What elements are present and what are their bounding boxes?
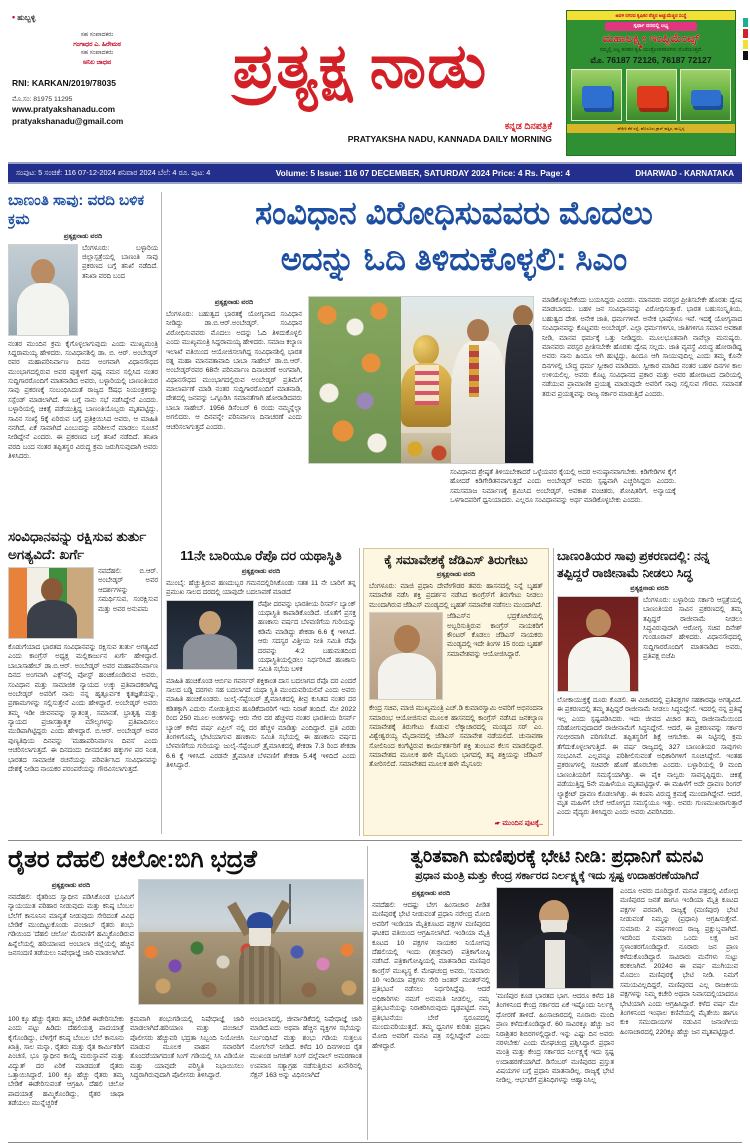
article-byline: ಪ್ರತ್ಯಕ್ಷನಾಡು ವರದಿ: [241, 567, 281, 575]
edition-info-kannada: ಸಂಪುಟ: 5 ಸಂಚಿಕೆ: 116 07-12-2024 ಶನಿವಾರ 2024 ಬೆಲೆ: 4 ರೂ. ಪುಟ: 4: [16, 168, 211, 177]
edition-info-english: Volume: 5 Issue: 116 07 DECEMBER, SATURDAY 2024 Price: 4 Rs. Page: 4: [275, 168, 571, 178]
kharge-photo: [8, 567, 94, 639]
ad-product-photos: [567, 66, 735, 121]
article-byline: ಪ್ರತ್ಯಕ್ಷನಾಡು ವರದಿ: [214, 299, 254, 306]
column-divider: [359, 548, 360, 836]
article-body: ಕೇಂದ್ರ ಸಚಿವ, ಮಾಜಿ ಮುಖ್ಯಮಂತ್ರಿ ಎಚ್.ಡಿ ಕುಮಾರಸ್ವಾಮಿ ಅವರಿಗೆ ಅಭಿನಂದನಾ ಸಮಾರಂಭ ಆಯೋಜಿಸುವ ಮೂಲಕ ಹಾಸನದಲ್ಲಿ ಕಾಂಗ್ರೆಸ್ ನಡೆಸಿದ ಜನಕಲ್ಯಾಣ ಸಮಾವೇಶಕ್ಕೆ ತಿರುಗೇಟು ಕೊಡುವ ಲೆಕ್ಕಾಚಾರದಲ್ಲಿ ಮಂಡ್ಯದ ಸರ್ ಎಂ. ವಿಶ್ವೇಶ್ವರಯ್ಯ ಮೈದಾನದಲ್ಲಿ ಜೆಡಿಎಸ್ ಸಮಾವೇಶ ನಡೆಯಲಿದೆ. ಚುನಾವಣಾ ಸೋಲಿನಿಂದ ಕಂಗೆಟ್ಟಿರುವ ಕಾರ್ಯಕರ್ತರಿಗೆ ಶಕ್ತಿ ತುಂಬುವ ಕೆಲಸ ಮಾಡಲಿದ್ದಾರೆ. ಸಮಾವೇಶದ ಮೂಲಕ ಹಳೇ ಮೈಸೂರು ಭಾಗದಲ್ಲಿ ತನ್ನ ಶಕ್ತಿಯನ್ನು ಜೆಡಿಎಸ್ ತೋರಿಸಲಿದೆ. ಸಮಾವೇಶದ ಮೂಲಕ ಹಳೇ ಮೈಸೂರು: [369, 705, 543, 769]
kumaraswamy-photo: [369, 612, 443, 700]
rni-number: RNI: KARKAN/2019/78035: [12, 77, 116, 88]
ad-tagline: ನಮ್ಮಲ್ಲಿ ಎಲ್ಲ ತರಹದ ಕೃಷಿ ಯಂತ್ರೋಪಕರಣಗಳು ದೊರೆಯುತ್ತವೆ.: [599, 47, 703, 53]
article-byline: ಪ್ರತ್ಯಕ್ಷನಾಡು ವರದಿ: [63, 232, 103, 240]
article-byline: ಪ್ರತ್ಯಕ್ಷನಾಡು ವರದಿ: [411, 890, 451, 897]
column-divider: [367, 846, 368, 1140]
editor-name: ಗಂಗಾಧರ ಎ. ಹಿರೇಮಠ: [73, 41, 121, 48]
modi-photo: [496, 887, 614, 989]
ambedkar-garlanding-photo: [308, 296, 534, 464]
article-body: ರೆಪೋ ದರವನ್ನು ಭಾರತೀಯ ರಿಸರ್ವ್ ಬ್ಯಾಂಕ್ ಯಥಾಸ್ಥಿತಿ ಕಾಪಾಡಿಕೊಂಡಿದೆ. ಜೊತೆಗೆ ಪ್ರಸಕ್ತ ಹಣಕಾಸು ವರ್ಷದ ಬೆಳವಣಿಗೆಯ ಗುರಿಯನ್ನು ಕಡಿಮೆ ಮಾಡಿದ್ದು ಶೇಕಡಾ 6.6 ಕ್ಕೆ ಇಳಿಸಿದೆ. ಆರು ಸದಸ್ಯರ ವಿತ್ತೀಯ ನೀತಿ ಸಮಿತಿ ರೆಪೊ ದರವನ್ನು 4:2 ಬಹುಮತದಿಂದ ಯಥಾಸ್ಥಿತಿಯಲ್ಲಿಡಲು ನಿರ್ಧರಿಸಿದೆ ಹಣಕಾಸು ಸಮಿತಿ ಸಭೆಯ ಬಳಿಕ: [258, 600, 356, 674]
article-body: ಜೆಡಿಎಸ್‌ನ ಭದ್ರಕೋಟೆಯಲ್ಲಿ ಅಬ್ಬರಿಸುತ್ತಿರುವ ಕಾಂಗ್ರೆಸ್ ನಾಯಕರಿಗೆ ಕೌಂಟರ್ ಕೊಡಲು ಜೆಡಿಎಸ್ ನಾಯಕರು ಮಂಡ್ಯದಲ್ಲಿ ಇದೇ ತಿಂಗಳ 15 ರಂದು ಬೃಹತ್ ಸಮಾವೇಶವನ್ನು ಆಯೋಜಿಸಿದ್ದಾರೆ.: [447, 613, 543, 658]
contact-phone: ಮೊ.ಸಂ: 81975 11295: [12, 95, 73, 103]
modi-kurta: [545, 940, 565, 989]
dinesh-gundu-rao-photo: [557, 596, 639, 692]
article-body: ಮಾಹಿತಿ ಹಂಚಿಕೊಂಡ ಆರ್ಬಿಐ ಗವರ್ನರ್ ಶಕ್ತಿಕಾಂತ ದಾಸ ಬದಲಾಗದ ರೆಪೊ ದರ ಎಂದರೆ ಸಾಲದ ಬಡ್ಡಿ ದರಗಳು ಸಹ ಬದಲಾಗದೆ ಯಥಾ ಸ್ಥಿತಿ ಮುಂದುವರಿಯಲಿವೆ ಎಂದು ಅವರು ಮಾಹಿತಿ ಹಂಚಿಕೊಂಡರು. ಜುಲೈ-ಸೆಪ್ಟೆಂಬರ್ ತ್ರೈಮಾಸಿಕದಲ್ಲಿ ತೀವ್ರ ಕುಸಿತದ ನಂತರ ದರ ಕಡಿತಕ್ಕಾಗಿ ಎದುರು ನೋಡುತ್ತಿರುವ ಹೂಡಿಕೆದಾರರಿಗೆ ಇದು ನಿರಾಶೆ ತಂದಿದೆ. ಮೇ 2022 ರಿಂದ 250 ಮೂಲ ಅಂಕಗಳನ್ನು ಆರು ನೇರ ದರ ಹೆಚ್ಚಳದ ನಂತರ ಭಾರತೀಯ ರಿಸರ್ವ್ ಬ್ಯಾಂಕ್ ಕಳೆದ ವರ್ಷ ಏಪ್ರಿಲ್ ನಲ್ಲಿ ದರ ಹೆಚ್ಚಳ ಮಾಡಿತ್ತು ಎಂದಿದ್ದಾರೆ. ಪ್ರತಿ ಎರಡು ತಿಂಗಳಿಗೊಮ್ಮೆ ಭೇಟಿಯಾಗುವ ಹಣಕಾಸು ಸಮಿತಿ ಸಭೆಯಲ್ಲಿ ಈ ಹಣಕಾಸು ವರ್ಷದ ಬೆಳವಣಿಗೆಯ ಗುರಿಯನ್ನು ಜುಲೈ-ಸೆಪ್ಟೆಂಬರ್ ತ್ರೈಮಾಸಿಕದಲ್ಲಿ ಶೇಕಡಾ 7.3 ರಿಂದ ಶೇಕಡಾ 6.6 ಕ್ಕೆ ಇಳಿಸಿದೆ. ಎರಡನೇ ತ್ರೈಮಾಸಿಕ ಬೆಳವಣಿಗೆ ಶೇಕಡಾ 5.4ಕ್ಕೆ ಇಳಿದಿದೆ ಎಂದು ತಿಳಿಸಿದ್ದಾರೆ.: [166, 677, 356, 770]
main-headline-line1: ಸಂವಿಧಾನ ವಿರೋಧಿಸುವವರು ಮೊದಲು: [255, 195, 653, 231]
article-body: ಎಂದೂ ಅವರು ದೂರಿದ್ದಾರೆ. ಮನವಿ ಪತ್ರದಲ್ಲಿ ವಿರೋಧ ಮಣಿಪುರದ ಜನತೆ ಹಾಗೂ ಇಂಡಿಯಾ ಮೈತ್ರಿ ಕೂಟದ ಪಕ್ಷಗಳ ಪರವಾಗಿ, ರಾಜ್ಯಕ್ಕೆ (ಮಣಿಪುರ) ಭೇಟಿ ನೀಡುವಂತೆ ನಿಮ್ಮನ್ನು (ಪ್ರಧಾನಿ) ಆಗ್ರಹಿಸುತ್ತೇವೆ. ಸುಮಾರು 2 ವರ್ಷಗಳಿಂದ ರಾಜ್ಯ ಪ್ರಕ್ಷುಬ್ಧವಾಗಿದೆ. ಇದರಿಂದ ಸುಮಾರು ಒಂದು ಲಕ್ಷ ಜನ ಸ್ಥಳಾಂತರಗೊಂಡಿದ್ದಾರೆ. ನೂರಾರು ಜನ ಪ್ರಾಣ ಕಳೆದುಕೊಂಡಿದ್ದಾರೆ. ಸಾವಿರಾರು ಮನೆಗಳು ಸುಟ್ಟು ಕರಕಲಾಗಿವೆ. 2024ರ ಈ ವರ್ಷ ಮುಗಿಯುವ ಮೊದಲು ಮಣಿಪುರಕ್ಕೆ ಭೇಟಿ ನೀಡಿ. ನಿಮಗೆ ಸಮಯವಿಲ್ಲದಿದ್ದರೆ, ಮಣಿಪುರದ ಎಲ್ಲ ರಾಜಕೀಯ ಪಕ್ಷಗಳನ್ನು ನಿಮ್ಮ ಕಚೇರಿ ಅಥವಾ ನಿವಾಸದಲ್ಲಿಯಾದರೂ ಭೇಟಿಯಾಗಿ ಎಂದು ಆಗ್ರಹಿಸಿದ್ದಾರೆ. ಕಳೆದ ವರ್ಷ ಮೇ ತಿಂಗಳಿನಿಂದ ಇಂಫಾಲ ಕಣಿವೆಯಲ್ಲಿ ಮೈತೇಯಿ ಹಾಗೂ ಕುಕಿ ಸಮುದಾಯಗಳ ನಡುವಿನ ಜನಾಂಗೀಯ ಹಿಂಸಾಚಾರದಲ್ಲಿ 220ಕ್ಕೂ ಹೆಚ್ಚು ಜನ ಮೃತಪಟ್ಟಿದ್ದಾರೆ.: [620, 888, 738, 1036]
article-byline: ಪ್ರತ್ಯಕ್ಷನಾಡು ವರದಿ: [630, 584, 669, 592]
main-headline-line2: ಅದನ್ನು ಓದಿ ತಿಳಿದುಕೊಳ್ಳಲಿ: ಸಿಎಂ: [280, 241, 628, 278]
article-byline: ಪ್ರತ್ಯಕ್ಷನಾಡು ವರದಿ: [51, 881, 91, 889]
article-headline: 11ನೇ ಬಾರಿಯೂ ರೆಪೊ ದರ ಯಥಾಸ್ಥಿತಿ: [180, 548, 342, 563]
article-manipur-pm-appeal: [372, 846, 742, 1140]
flower-garlands: [309, 297, 401, 464]
rotavator-photo: [626, 69, 677, 121]
article-body: ಲೋಕಾಯುಕ್ತಕ್ಕೆ ದೂರು ಕೊಡಲಿ. ಈ ವಿಚಾರದಲ್ಲಿ ಪ್ರತಿಪಕ್ಷಗಳ ಸಹಕಾರವೂ ಅಗತ್ಯವಿದೆ. ಈ ಪ್ರಕರಣದಲ್ಲಿ ತಮ್ಮ ತಪ್ಪಿದ್ದರೆ ರಾಜೀನಾಮೆ ನೀಡಲು ಸಿದ್ಧನಿದ್ದೇನೆ. ಇದರಲ್ಲಿ ನನ್ನ ಪ್ರತಿಷ್ಠೆ ಇಲ್ಲ ಎಂದು ಸ್ಪಷ್ಟಪಡಿಸಿದರು. ಇದು ಜೀವದ ವಿಚಾರ ತಮ್ಮ ರಾಜೀನಾಮೆಯಿಂದ ಸರಿಹೋಗುವುದಾದರೆ ರಾಜೀನಾಮೆಗೆ ಸಿದ್ಧನಿದ್ದೇನೆ. ಆದರೆ, ಈ ಪ್ರಕರಣವನ್ನು ಸರ್ಕಾರ ಗಂಭೀರವಾಗಿ ಪರಿಗಣಿಸಿದೆ. ತಪ್ಪಿತಸ್ಥರಿಗೆ ಶಿಕ್ಷೆ ಆಗಬೇಕು. ಈ ನಿಟ್ಟಿನಲ್ಲಿ ಕ್ರಮ ತೆಗೆದುಕೊಳ್ಳಲಾಗುತ್ತಿದೆ. ಈ ವರ್ಷ ರಾಜ್ಯದಲ್ಲಿ 327 ಬಾಣಂತಿಯರ ಸಾವುಗಳು ಸಂಭವಿಸಿವೆ. ಎಲ್ಲವನ್ನೂ ಪರಿಶೀಲಿಸುವಂತೆ ಅಧಿಕಾರಿಗಳಿಗೆ ಸೂಚಿಸಿದ್ದೇನೆ. ಇಂತಹ ಪ್ರಕರಣಗಳಲ್ಲಿ ಸಚಿವರೇ ಹೊಣೆ ಹೊರಬೇಕು ಎಂದರು. ಬಳ್ಳಾರಿಯಲ್ಲಿ 9 ಮಂದಿ ಬಾಣಂತಿಯರಿಗೆ ಸಮಸ್ಯೆಯಾಗಿತ್ತು. ಈ ಪೈಕಿ ನಾಲ್ವರು ಸಾವನ್ನಪ್ಪಿದ್ದರು. ಚಿಕಿತ್ಸೆ ಪಡೆಯುತ್ತಿದ್ದ 5ನೇ ಮಹಿಳೆಯೂ ಮೃತಪಟ್ಟಿದ್ದಾಳೆ. ಈ ಮಹಿಳೆಗೆ ಅದೇ ದ್ರಾವಣ ರಿಂಗರ್ ಲ್ಯಾಕ್ಟೇಟ್ ದ್ರಾವಣ ಕೊಡಲಾಗಿತ್ತು. ಈ ಕಂಪನಿ ವಿರುದ್ಧ ಕ್ರಮಕ್ಕೆ ಮುಂದಾಗಿದ್ದೇವೆ. ಆದರೆ, ಮೃತ ಮಹಿಳೆಗೆ ಬೇರೆ ಆರೋಗ್ಯದ ಸಮಸ್ಯೆಯೂ ಇತ್ತು. ಅವರು ಗುಣಮುಖರಾಗುತ್ತಾರೆ ಎಂದು ವೈದ್ಯರು ತಿಳಿಸಿದ್ದರು ಎಂದು ಅವರು ವಿವರಿಸಿದರು.: [557, 696, 742, 817]
siddaramaiah-photo: [8, 244, 78, 336]
nameplate: [150, 18, 570, 144]
ad-ribbon: ಸ್ಪರ್ಧಾ ದರದಲ್ಲಿ ಲಭ್ಯ: [605, 22, 697, 31]
trailer-photo: [680, 69, 731, 121]
article-farmers-delhi-chalo: [8, 846, 364, 1140]
paper-subtitle-kannada: ಕನ್ನಡ ದಿನಪತ್ರಿಕೆ: [504, 121, 552, 133]
article-body: ಕ್ರಮವಾಗಿ ಶಂಭುಗಡಿಯಲ್ಲಿ ನಿಷೇಧಾಜ್ಞೆ ಜಾರಿ ಮಾಡಲಾಗಿದೆ.ಹರಿಯಾಣ ಮತ್ತು ಪಂಜಾಬ್ ಪೊಲೀಸರು ಹೆಚ್ಚುವರಿ ಭದ್ರತಾ ಸಿಬ್ಬಂದಿ ನಿಯೋಜಿಸಿ ಮಾಡುವ ಮೂಲಕ ವಾಹನ ಸವಾರರಿಗೆ ತೊಂದರೆಯಾಗದಂತೆ ಸಿಂಗ್ ಗಡಿಯಲ್ಲಿ ಸಿಸಿ ವಿಡಿಯೋ ಮತ್ತು ಯಾವುದೇ ಪರಿಸ್ಥಿತಿ ನಿಭಾಯಿಸಲು ಸಿದ್ಧರಾಗಿರುವುದಾಗಿ ಪೊಲೀಸರು ತಿಳಿಸಿದ್ದಾರೆ.: [130, 1015, 244, 1080]
article-headline: ರೈತರ ದೆಹಲಿ ಚಲೋ:ಬಿಗಿ ಭದ್ರತೆ: [8, 846, 257, 873]
article-body-below-photo: ಸಂವಿಧಾನದ ಶ್ರೇಷ್ಠತೆ ತಿಳಿಯಬೇಕಾದರೆ ಒಳ್ಳೆಯವರ ಕೈಯಲ್ಲಿ ಅದರ ಅನುಷ್ಠಾನವಾಗಬೇಕು. ಕಿಡಿಗೇಡಿಗಳ ಕೈಗೆ ಹೋದರೆ ಕಿಡಿಗೇಡಿತನವಾಗುತ್ತದೆ ಎಂದು ಅಂಬೇಡ್ಕರ್ ಅವರು ಸ್ಪಷ್ಟವಾಗಿ ಎಚ್ಚರಿಸಿದ್ದರು ಎಂದರು. ಸಮಸಮಾಜ ನಿರ್ಮಾಣಕ್ಕೆ ಶ್ರಮಿಸಿದ ಅಂಬೇಡ್ಕರ್, ಅವಕಾಶ ವಂಚಿತರು, ಶೋಷಿತರಿಗೆ, ಅನ್ಯಾಯಕ್ಕೆ ಒಳಗಾದವರಿಗೆ ಧ್ವನಿಯಾದರು. ಎಲ್ಲರೂ ಸಂವಿಧಾನವನ್ನು ಅರ್ಥ ಮಾಡಿಕೊಳ್ಳಬೇಕು ಎಂದರು.: [450, 469, 676, 505]
website-url: www.pratyakshanadu.com: [12, 104, 115, 114]
article-body: ಬೆಂಗಳೂರು: ಬಳ್ಳಾರಿಯ ಜಿಲ್ಲಾಸ್ಪತ್ರೆಯಲ್ಲಿ ಬಾಣಂತಿ ಸಾವು ಪ್ರಕರಣದ ಬಗ್ಗೆ ತನಿಖೆ ನಡೆದಿದೆ. ತನಿಖಾ ವರದಿ ಬಂದ: [82, 244, 158, 280]
column-divider: [161, 192, 162, 834]
column-divider: [553, 548, 554, 836]
paper-title: ಪ್ರತ್ಯಕ್ಷ ನಾಡು: [232, 33, 488, 101]
ad-title: ಮಹಾಲಕ್ಷ್ಮೀ ಇಂಪ್ಲಿಮೆಂಟ್ಸ್: [602, 33, 700, 45]
ad-phone: ಮೊ. 76187 72126, 76187 72127: [590, 55, 712, 65]
city-tag: • ಹುಬ್ಬಳ್ಳಿ: [12, 12, 36, 22]
ad-address: ಹೆಗ್ಗೇರಿ ಕೆರೆ ರಸ್ತೆ, ಹೊಸೂರು ಕ್ರಾಸ್ ಹತ್ತಿರ, ಹುಬ್ಬಳ್ಳಿ: [567, 124, 735, 133]
ambedkar-bust: [401, 335, 453, 427]
article-byline: ಪ್ರತ್ಯಕ್ಷನಾಡು ವರದಿ: [436, 571, 476, 578]
article-headline: ಸಂವಿಧಾನವನ್ನು ರಕ್ಷಿಸುವ ತುರ್ತು ಅಗತ್ಯವಿದೆ: ಖರ್ಗೆ: [8, 529, 147, 562]
article-body: ಬೆಂಗಳೂರು: ಮಾಜಿ ಪ್ರಧಾನಿ ದೇವೇಗೌಡರ ತವರು ಹಾಸನದಲ್ಲಿ ನಿನ್ನೆ ಬೃಹತ್ ಸಮಾವೇಶ ನಡೆಸಿ ಶಕ್ತಿ ಪ್ರದರ್ಶನ ನಡೆಸಿದ ಕಾಂಗ್ರೆಸ್‌ಗೆ ತಿರುಗೇಟು ನೀಡಲು ಮುಂದಾಗಿರುವ ಜೆಡಿಎಸ್ ಮಂಡ್ಯದಲ್ಲಿ ಬೃಹತ್ ಸಮಾವೇಶ ನಡೆಸಲು ಮುಂದಾಗಿದೆ.: [369, 583, 543, 609]
article-headline: ಬಾಣಂತಿ ಸಾವು: ವರದಿ ಬಳಿಕ ಕ್ರಮ: [8, 192, 145, 228]
ad-top-line: ಅವಳಿ ನಗರದ ಕೃಷಿಕರ ನೆಚ್ಚಿನ ಅಚ್ಚುಮೆಚ್ಚಿನ ಸಂಸ್ಥೆ: [567, 11, 735, 20]
article-kharge-constitution: [8, 528, 158, 834]
article-body: ನಂತರ ಮುಂದಿನ ಕ್ರಮ ಕೈಗೊಳ್ಳಲಾಗುವುದು ಎಂದು ಮುಖ್ಯಮಂತ್ರಿ ಸಿದ್ದರಾಮಯ್ಯ ಹೇಳಿದರು. ಸಂವಿಧಾನಶಿಲ್ಪಿ ಡಾ. ಬಿ. ಆರ್. ಅಂಬೇಡ್ಕರ್ ರವರ ಮಹಾಪರಿನಿರ್ವಾಣ ದಿನದ ಅಂಗವಾಗಿ ವಿಧಾನಸೌಧದ ಮುಂಭಾಗದಲ್ಲಿರುವ ಅವರ ಪುತ್ಥಳಿಗೆ ಪುಷ್ಪ ನಮನ ಸಲ್ಲಿಸಿದ ನಂತರ ಸುದ್ದಿಗಾರರೊಂದಿಗೆ ಮಾತನಾಡಿದ ಅವರು, ಬಳ್ಳಾರಿಯಲ್ಲಿ ಬಾಣಂತಿಯರ ಸಾವು ಪ್ರಕರಣಕ್ಕೆ ಸಂಬಂಧಿಸಿದಂತೆ ರಾಜ್ಯದ ಔಷಧ ನಿಯಂತ್ರಕರನ್ನು ಸಸ್ಪೆಂಡ್ ಮಾಡಲಾಗಿದೆ. ಈ ಬಗ್ಗೆ ನಾನು ಸಭೆ ನಡೆಸಿದ್ದೇನೆ ಎಂದರು. ಬಳ್ಳಾರಿಯಲ್ಲಿ ಚಿಕಿತ್ಸೆ ಪಡೆಯುತ್ತಿದ್ದ ಬಾಣಂತಿಯೊಬ್ಬರು ಮೃತಪಟ್ಟಿದ್ದು, ಸಾವಿನ ಸಂಖ್ಯೆ 5ಕ್ಕೆ ಏರಿರುವ ಬಗ್ಗೆ ಪ್ರತಿಕ್ರಿಯಿಸಿದ ಅವರು, ಆ ಮಾಹಿತಿ ನನಗಿದೆ, ಏಕೆ ಸಾವಾಗಿದೆ ಎಂಬುದನ್ನು ಪರಿಶೀಲನೆ ಮಾಡಲು ಸೂಚನೆ ನೀಡಿದ್ದೇನೆ ಎಂದರು. ಈ ಪ್ರಕರಣದ ಬಗ್ಗೆ ತನಿಖೆ ನಡೆದಿದೆ. ತನಿಖಾ ವರದಿ ಬಂದ ನಂತರ ತಪ್ಪಿತಸ್ಥರ ವಿರುದ್ಧ ಕ್ರಮ ಜರುಗಿಸುವುದಾಗಿ ಅವರು ತಿಳಿಸಿದರು.: [8, 340, 158, 460]
article-body: ಬೆಂಗಳೂರು: ಬಳ್ಳಾರಿಯ ಸರ್ಕಾರಿ ಆಸ್ಪತ್ರೆಯಲ್ಲಿ ಬಾಣಂತಿಯರ ಸಾವಿನ ಪ್ರಕರಣದಲ್ಲಿ ತಮ್ಮ ತಪ್ಪಿದ್ದರೆ ರಾಜೀನಾಮೆ ನೀಡಲು ಸಿದ್ಧವಿರುವುದಾಗಿ ಆರೋಗ್ಯ ಸಚಿವ ದಿನೇಶ್ ಗುಂಡೂರಾವ್ ಹೇಳಿದರು. ವಿಧಾನಸೌಧದಲ್ಲಿ ಸುದ್ದಿಗಾರರೊಂದಿಗೆ ಮಾತನಾಡಿದ ಅವರು, ಪ್ರತಿಪಕ್ಷ ಬಿಜೆಪಿ: [643, 596, 742, 660]
continued-on-page-marker: ☛ ಮುಂದಿನ ಪುಟಕ್ಕೆ..: [494, 820, 543, 828]
main-headline-block: [166, 190, 742, 292]
article-rbi-repo-rate: [166, 548, 356, 836]
article-body: ನವದೆಹಲಿ: ಆದಷ್ಟು ಬೇಗ ಹಿಂಸಾಚಾರ ಪೀಡಿತ ಮಣಿಪುರಕ್ಕೆ ಭೇಟಿ ನೀಡುವಂತೆ ಪ್ರಧಾನಿ ನರೇಂದ್ರ ಮೋದಿ ಅವರಿಗೆ ಇಂಡಿಯಾ ಮೈತ್ರಿಕೂಟದ ಪಕ್ಷಗಳ ಮಣಿಪುರದ ಘಟಕದ ವತಿಯಿಂದ ಆಗ್ರಹಿಸಲಾಗಿದೆ. ಇಂಡಿಯಾ ಮೈತ್ರಿ ಕೂಟದ 10 ಪಕ್ಷಗಳ ನಾಯಕರ ನಿಯೋಗವು ದೆಹಲಿಯಲ್ಲಿ ಇಂದು (ಶುಕ್ರವಾರ) ಪತ್ರಿಕಾಗೋಷ್ಠಿ ನಡೆಸಿದೆ. ಪತ್ರಿಕಾಗೋಷ್ಠಿಯಲ್ಲಿ ಮಾತನಾಡಿದ ಮಣಿಪುರ ಕಾಂಗ್ರೆಸ್ ಮುಖ್ಯಸ್ಥ ಕೆ. ಮೇಘಚಂದ್ರ ಅವರು, 'ಸುಮಾರು 10 ಇಂಡಿಯಾ ಪಕ್ಷಗಳು ಸೇರಿ ಜಂತರ್ ಮಂತರ್‌ನಲ್ಲಿ ಪ್ರತಿಭಟನೆ ನಡೆಸಲು ನಿರ್ಧರಿಸಿದ್ದೆವು. ಆದರೆ ಅಧಿಕಾರಿಗಳು ನಮಗೆ ಅನುಮತಿ ನೀಡಲಿಲ್ಲ. ನಮ್ಮ ಪ್ರತಿಭಟನೆಯನ್ನು ನಿರಾಕರಿಸಿರುವುದು ದೃಢಪಟ್ಟಿದೆ. ನಮ್ಮ ಪ್ರತಿಭಟನೆಯು ಬೇರೆ ಸ್ವರೂಪದಲ್ಲಿ ಮುಂದುವರಿಯುತ್ತದೆ. ತಮ್ಮ ಧ್ವನಿಗಳ ಕುರಿತು ಪ್ರಧಾನಿ ಮೋದಿ ಅವರಿಗೆ ಮನವಿ ಪತ್ರ ಸಲ್ಲಿಸಿದ್ದೇವೆ' ಎಂದು ಹೇಳಿದ್ದಾರೆ.: [372, 902, 490, 1050]
editor-name: ಅನಿಲ ಜಾಧವ: [82, 59, 112, 67]
edition-region: DHARWAD - KARNATAKA: [635, 168, 734, 178]
paper-subtitle-english: PRATYAKSHA NADU, KANNADA DAILY MORNING: [347, 134, 552, 145]
plough-photo: [571, 69, 622, 121]
article-maternal-death-report: [8, 192, 158, 524]
article-body: ಅಂಬಾಲಾದಲ್ಲಿ, ಜೀರ್ವಾಡಿಕೆದಲ್ಲಿ ನಿಷೇಧಾಜ್ಞೆ ಜಾರಿ ಮಾಡಿದೆ.ಐದು ಅಥವಾ ಹೆಚ್ಚಿನ ವ್ಯಕ್ತಿಗಳ ಸಭೆಯನ್ನು ನಿರ್ಬಂಧಿಸಿದೆ ಮತ್ತು ಶಂಭು ಗಡಿಯ ಸುತ್ತಲೂ ನೋಗುೀನ್ ನೀಡಿದೆ. ಕಳೆದ 10 ದಿನಗಳಿಂದ ರೈತ ಮುಖಂಡ ಜಗಜಿತ್ ಸಿಂಗ್ ದಲ್ಲೆವಾಲ್ ಅಮರಣಾಂತ ಉಪವಾಸ ಸತ್ಯಾಗ್ರಹ ನಡೆಸುತ್ತಿರುವ ಖನೌರಿನಲ್ಲಿ ಸೆಕ್ಷನ್ 163 ಅನ್ನು ವಿಧಿಸಲಾಗಿದೆ: [250, 1015, 362, 1080]
article-body: 100 ಕ್ಕೂ ಹೆಚ್ಚು ರೈತರು ತಮ್ಮ ಬೇಡಿಕೆ ಈಡೇರಿಸಬೇಕು ಎಂದು ಪಟ್ಟು ಹಿಡಿದು ದೆಹಲಿಯತ್ತ ಪಾದಯಾತ್ರೆ ಕೈಗೊಂಡಿದ್ದು, ಬೆಳಿಗ್ಗೆಗೆ ಕನಿಷ್ಠ ಬೆಂಬಲ ಬೆಲೆ ಕಾನೂನು ಖಾತ್ರಿ, ಸಾಲ ಮನ್ನಾ, ರೈತರು ಮತ್ತು ರೈತ ಕಾರ್ಮಿಕರಿಗೆ ಪಿಂಚಣಿ, ಭೂ ಸ್ವಾಧೀನ ಕಾಯ್ದೆ ಮರುಸ್ಥಾಪನೆ ಮತ್ತು ವಿದ್ಯುತ್ ದರ ಏರಿಕೆ ಮಾಡದಂತೆ ರೈತರು ಒತ್ತಾಯಿಸಿದ್ದಾರೆ. 100 ಕ್ಕೂ ಹೆಚ್ಚು ರೈತರು ತಮ್ಮ ಬೇಡಿಕೆ ಈಡೇರಿಸುವಂತೆ ಆಗ್ರಹಿಸಿ ದೆಹಲಿ ಚಲೋ ಪಾದಯಾತ್ರೆ ಹಮ್ಮಿಕೊಂಡಿದ್ದು, ರೈತರ ಜಾಥಾ ತಡೆಯಲು ಮುನ್ನೆಚ್ಚರಿಕೆ: [8, 1015, 124, 1108]
main-headline: [166, 190, 742, 283]
article-headline: ಕೈ ಸಮಾವೇಶಕ್ಕೆ ಜೆಡಿಎಸ್ ತಿರುಗೇಟು: [384, 553, 528, 567]
page-bottom-rule: [8, 1142, 742, 1143]
article-body: ನವದೆಹಲಿ: ಬಿ.ಆರ್. ಅಂಬೇಡ್ಕರ್ ಅವರ ಆದರ್ಶಗಳನ್ನು ಸಮರ್ಥಿಸುವ, ಸಂರಕ್ಷಿಸುವ ಮತ್ತು ಅವರ ಅನುಪಮ: [98, 568, 158, 613]
article-body: ನವದೆಹಲಿ: ರೈತರಿಂದ ಸ್ವಾಧೀನ ಪಡಿಸಿಕೊಂಡ ಭೂಮಿಗೆ ನ್ಯಾಯಯುತ ಪರಿಹಾರ ನೀಡುವುದು ಮತ್ತು ಕನಿಷ್ಠ ಬೆಂಬಲ ಬೆಲೆಗೆ ಕಾನೂನಿನ ಮಾನ್ಯತೆ ನೀಡುವುದು ಸೇರಿದಂತೆ ವಿವಿಧ ಬೇಡಿಕೆ ಮುಂದಿಟ್ಟುಕೊಂಡು ಪಂಜಾಬ್ ರೈತರು ಶಂಭು ಗಡಿಯಿಂದ 'ದೆಹಲಿ ಚಲೋ' ಮೆರವಣಿಗೆ ಹಮ್ಮಿಕೊಂಡಿರುವ ಹಿನ್ನೆಲೆಯಲ್ಲಿ ಹರಿಯಾಣದ ಅಂಬಾಲಾ ಜಿಲ್ಲೆಯಲ್ಲಿ ಹೆಚ್ಚಿನ ಜನಸಂದಣಿ ತಡೆಯಲು ನಿಷೇಧಾಜ್ಞೆ ಜಾರಿ ಮಾಡಲಾಗಿದೆ.: [8, 893, 134, 958]
edition-info-bar: [8, 162, 742, 184]
farmers-protest-photo: [138, 879, 364, 1005]
article-headline: ತ್ವರಿತವಾಗಿ ಮಣಿಪುರಕ್ಕೆ ಭೇಟಿ ನೀಡಿ: ಪ್ರಧಾನಿಗೆ ಮನವಿ: [410, 846, 704, 866]
advertisement-mahalaxmi-implements: [566, 10, 736, 156]
article-body: ಕೊಡುಗೆಯಾದ ಭಾರತದ ಸಂವಿಧಾನವನ್ನು ರಕ್ಷಿಸುವ ತುರ್ತು ಅಗತ್ಯವಿದೆ ಎಂದು ಕಾಂಗ್ರೆಸ್ ಅಧ್ಯಕ್ಷ ಮಲ್ಲಿಕಾರ್ಜುನ ಖರ್ಗೆ ಹೇಳಿದ್ದಾರೆ. ಬಾಬಾಸಾಹೇಬ್ ಡಾ.ಬಿ.ಆರ್. ಅಂಬೇಡ್ಕರ್ ಅವರ ಮಹಾಪರಿನಿರ್ವಾಣ ದಿನದ ಅಂಗವಾಗಿ ಎಕ್ಸ್‌ನಲ್ಲಿ ಪೋಸ್ಟ್ ಹಂಚಿಕೊಂಡಿರುವ ಅವರು, ಸಂವಿಧಾನ ಮತ್ತು ಸಾಮಾಜಿಕ ನ್ಯಾಯದ ಉಕ್ಕು ಪ್ರತಿಪಾದಕರಾಗಿದ್ದ ಅಂಬೇಡ್ಕರ್ ಅವರಿಗೆ ನಾನು ನನ್ನ ಹೃತ್ಪೂರ್ವಕ ಕೃತಜ್ಞತೆಯನ್ನು, ಪ್ರಣಾಮಗಳನ್ನು ಸಲ್ಲಿಸುತ್ತೇನೆ ಎಂದು ಹೇಳಿದ್ದಾರೆ. ಅಂಬೇಡ್ಕರ್ ಅವರು ತಮ್ಮ ಇಡೀ ಜೀವನವನ್ನು ಸ್ವಾತಂತ್ರ್ಯ, ಸಮಾನತೆ, ಭ್ರಾತೃತ್ವ ಮತ್ತು ನ್ಯಾಯದ ಪ್ರಜಾಸತ್ತಾತ್ಮಕ ಮೌಲ್ಯಗಳನ್ನು ಪ್ರತಿಪಾದಿಸಲು ಮುಡಿಪಾಗಿಟ್ಟಿದ್ದರು ಎಂದು ಹೇಳಿದ್ದಾರೆ. ಬಿ.ಆರ್. ಅಂಬೇಡ್ಕರ್ ಅವರ ಪುಣ್ಯತಿಥಿಯ ದಿನವನ್ನು 'ಮಹಾಪರಿನಿರ್ವಾಣ ದಿವಸ' ಎಂದು ಆಚರಿಸಲಾಗುತ್ತದೆ. ಈ ದಿನದಂದು ದೀನದಲಿತರ ಹಕ್ಕುಗಳ ಪರ ನಿಂತ, ಭಾರತದ ಸಾಮಾಜಿಕ ರಚನೆಯನ್ನು ಪರಿವರ್ತಿಸಿದ ಸಂವಿಧಾನವನ್ನು ದೇಶಕ್ಕೆ ನೀಡಿದ ನಾಯಕರ ಪರಂಪರೆಯನ್ನು ಗೌರವಿಸಲಾಗುತ್ತದೆ.: [8, 644, 158, 773]
editor-role: ಸಹ ಸಂಪಾದಕರು: [80, 50, 114, 57]
masthead: [0, 0, 750, 158]
article-subhead: ಪ್ರಧಾನ ಮಂತ್ರಿ ಮತ್ತು ಕೇಂದ್ರ ಸರ್ಕಾರದ ನಿರ್ಲಕ್ಷ್ಯಕ್ಕೆ ಇದು ಸ್ಪಷ್ಟ ಉದಾಹರಣೆಯಾಗಿದೆ: [415, 870, 699, 882]
article-body: ಮಾಡಿಕೊಳ್ಳಬೇಕೆಂದು ಬಯಸಿದ್ದರು ಎಂದರು. ಮಾನವರು ಪರಸ್ಪರ ಪ್ರೀತಿಸಬೇಕೇ ಹೊರತು ದ್ವೇಷ ಮಾಡಬಾರದು. ಬಹಳ ಜನ ಸಂವಿಧಾನವನ್ನು ವಿರೋಧಿಸುತ್ತಾರೆ. ಭಾರತ ಬಹುಸಂಸ್ಕೃತಿಯ, ಬಹುತ್ವದ ದೇಶ. ಅನೇಕ ಜಾತಿ, ಧರ್ಮಗಳಿವೆ. ಅನೇಕ ಭಾಷೆಗಳೂ ಇವೆ. ಇದಕ್ಕೆ ಯೋಗ್ಯವಾದ ಸಂವಿಧಾನವನ್ನು ಕೊಟ್ಟವರು ಅಂಬೇಡ್ಕರ್. ಎಲ್ಲಾ ಧರ್ಮಗಳಿಗೂ, ಜಾತಿಗಳಿಗೂ ಸಮಾನ ಅವಕಾಶ ನೀಡಿ, ಮಾನವ ಧರ್ಮಕ್ಕೆ ಒತ್ತು ನೀಡಿದ್ದರು. ಮೂಲಭೂತವಾಗಿ ನಾವೆಲ್ಲಾ ಮನುಷ್ಯರು. ಮಾನವರು ಪರಸ್ಪರ ಪ್ರೀತಿಸಬೇಕೇ ಹೊರತು ದ್ವೇಷ ಸಲ್ಲದು. ಜಾತಿ ವ್ಯವಸ್ಥೆ ವಿರುದ್ಧ ಹೋರಾಡಿದ್ದ ಅವರು ನಾನು ಹಿಂದೂ ಆಗಿ ಹುಟ್ಟಿದ್ದು, ಹಿಂದೂ ಆಗಿ ಸಾಯುವುದಿಲ್ಲ ಎಂದು ತಮ್ಮ ಕೊನೇ ದಿನಗಳಲ್ಲಿ ಬೌದ್ಧ ಧರ್ಮ ಸ್ವೀಕಾರ ಮಾಡಿದರು. ಸ್ವೀಕಾರ ಮಾಡಿದ ನಂತರ ಬಹಳ ದಿನಗಳ ಕಾಲ ಉಳಿಯಲಿಲ್ಲ. ಅವರು ಕೊಟ್ಟ ಸಂವಿಧಾನದ ಪ್ರಕಾರ ಮತ್ತು ಅವರ ಹೋರಾಟದ ದಾರಿಯಲ್ಲಿ ನಡೆಯುವ ಪ್ರಾಮಾಣಿಕ ಪ್ರಯತ್ನ ಮಾಡುವುದೇ ಅವರಿಗೆ ನಾವು ಸಲ್ಲಿಸುವ ಗೌರವ. ಸಮಾನತೆ ತರುವ ಪ್ರಯತ್ನವನ್ನು ರಾಜ್ಯ ಸರ್ಕಾರ ಮಾಡುತ್ತಿದೆ ಎಂದರು.: [542, 297, 742, 398]
article-cm-constitution: [166, 296, 742, 548]
editor-role: ಸಹ ಸಂಪಾದಕರು: [80, 32, 114, 38]
shaktikanta-das-photo: [166, 600, 254, 670]
article-headline: ಬಾಣಂತಿಯರ ಸಾವು ಪ್ರಕರಣದಲ್ಲಿ: ನನ್ನ ತಪ್ಪಿದ್ದರೆ ರಾಜೀನಾಮೆ ನೀಡಲು ಸಿದ್ಧ: [557, 549, 710, 580]
bullet-icon: •: [12, 12, 16, 22]
article-health-minister-resignation: [557, 548, 742, 836]
article-body: ಮುಂಬೈ: ಹೆಚ್ಚುತ್ತಿರುವ ಹಣದುಬ್ಬರ ಗಮನದಲ್ಲಿರಿಸಿಕೊಂಡು ಸತತ 11 ನೇ ಬಾರಿಗೆ ತನ್ನ ಪ್ರಮುಖ ಸಾಲದ ದರದಲ್ಲಿ ಯಾವುದೇ ಬದಲಾವಣೆ ಮಾಡದೆ: [166, 579, 356, 597]
article-jds-counter-convention: [363, 548, 549, 836]
section-divider: [8, 840, 742, 841]
article-body: 'ಮಣಿಪುರ ಕೂಡ ಭಾರತದ ಭಾಗ. ಆದರೂ ಕಳೆದ 18 ತಿಂಗಳಿನಿಂದ ಕೇಂದ್ರ ಸರ್ಕಾರದ ಏಕೆ ಇಷ್ಟೊಂದು ನಿರ್ಲಕ್ಷ್ಯ ಧೋರಣೆ ತಾಳಿದೆ. ಹಿಂಸಾಚಾರದಲ್ಲಿ ನೂರಾರು ಮಂದಿ ಪ್ರಾಣ ಕಳೆದುಕೊಂಡಿದ್ದಾರೆ. 60 ಸಾವಿರಕ್ಕೂ ಹೆಚ್ಚು ಜನ ನಿರಾಶ್ರಿತರ ಶಿಬಿರಗಳಲ್ಲಿದ್ದಾರೆ. ಇನ್ನು ಎಷ್ಟು ದಿನ ಅವರು ನರಳಬೇಕು' ಎಂದು ಮೇಘಚಂದ್ರ ಪ್ರಶ್ನಿಸಿದ್ದಾರೆ. ಪ್ರಧಾನ ಮಂತ್ರಿ ಮತ್ತು ಕೇಂದ್ರ ಸರ್ಕಾರದ ನಿರ್ಲಕ್ಷ್ಯಕ್ಕೆ ಇದು ಸ್ಪಷ್ಟ ಉದಾಹರಣೆಯಾಗಿದೆ. ಡಿಸೆಂಬರ್ ಮಣಿಪುರದ ಪ್ರಸ್ತುತ ವಿಷಯಗಳ ಬಗ್ಗೆ ಪ್ರಧಾನಿ ಮಾತನಾಡಿಲ್ಲ. ರಾಜ್ಯಕ್ಕೆ ಭೇಟಿ ನೀಡಿಲ್ಲ. ಆರ್ಭಟೆಗೆ ಪ್ರತಿನಿಧಿಗಳನ್ನು ಆಹ್ವಾನಿಸಿಲ್ಲ: [496, 993, 614, 1085]
print-registration-bars: [743, 18, 748, 62]
article-body: ಬೆಂಗಳೂರು: ಬಹುತ್ವದ ಭಾರತಕ್ಕೆ ಯೋಗ್ಯವಾದ ಸಂವಿಧಾನ ನೀಡಿದ್ದು ಡಾ.ಬಿ.ಆರ್.ಅಂಬೇಡ್ಕರ್. ಸಂವಿಧಾನ ವಿರೋಧಿಸುವವರು ಮೊದಲು ಅದನ್ನು ಓದಿ ತಿಳಿದುಕೊಳ್ಳಲಿ ಎಂದು ಮುಖ್ಯಮಂತ್ರಿ ಸಿದ್ದರಾಮಯ್ಯ ಹೇಳಿದರು. ಸಮಾಜ ಕಲ್ಯಾಣ ಇಲಾಖೆ ವತಿಯಿಂದ ಆಯೋಜಿಸಲಾಗಿದ್ದ ಸಂವಿಧಾನಶಿಲ್ಪಿ ಭಾರತ ರತ್ನ ಮಹಾ ಮಾನವತಾವಾದಿ ಬಾಬಾ ಸಾಹೇಬ್ ಡಾ.ಬಿ.ಆರ್. ಅಂಬೇಡ್ಕರ್‌ರವರ 68ನೇ ಪರಿನಿರ್ವಾಣ ದಿನಾಚರಣೆ ಅಂಗವಾಗಿ, ವಿಧಾನಸೌಧದ ಮುಂಭಾಗದಲ್ಲಿರುವ ಅಂಬೇಡ್ಕರ್ ಪ್ರತಿಮೆಗೆ ಮಾಲಾರ್ಪಣೆ ಮಾಡಿ ನಂತರ ಸುದ್ದಿಗಾರರೊಂದಿಗೆ ಮಾತನಾಡಿ, ದೇಶದಲ್ಲಿ ಜನವನ್ನು ಒಗ್ಗೂಡಿಸಿ ಸಮಾನತೆಗಾಗಿ ಹೋರಾಡಿದವರು ಬಾಬಾ ಸಾಹೇಬ್. 1956 ಡಿಸೆಂಬರ್ 6 ರಂದು ನಮ್ಮನ್ನೆಲ್ಲಾ ಅಗಲಿದರು. ಆ ದಿನವನ್ನೇ ಪರಿನಿರ್ವಾಣ ದಿನಾಚರಣೆ ಎಂದು ಆಚರಿಸಲಾಗುತ್ತದೆ ಎಂದರು.: [166, 311, 302, 431]
email-address: pratyakshanadu@gmail.com: [12, 117, 124, 127]
